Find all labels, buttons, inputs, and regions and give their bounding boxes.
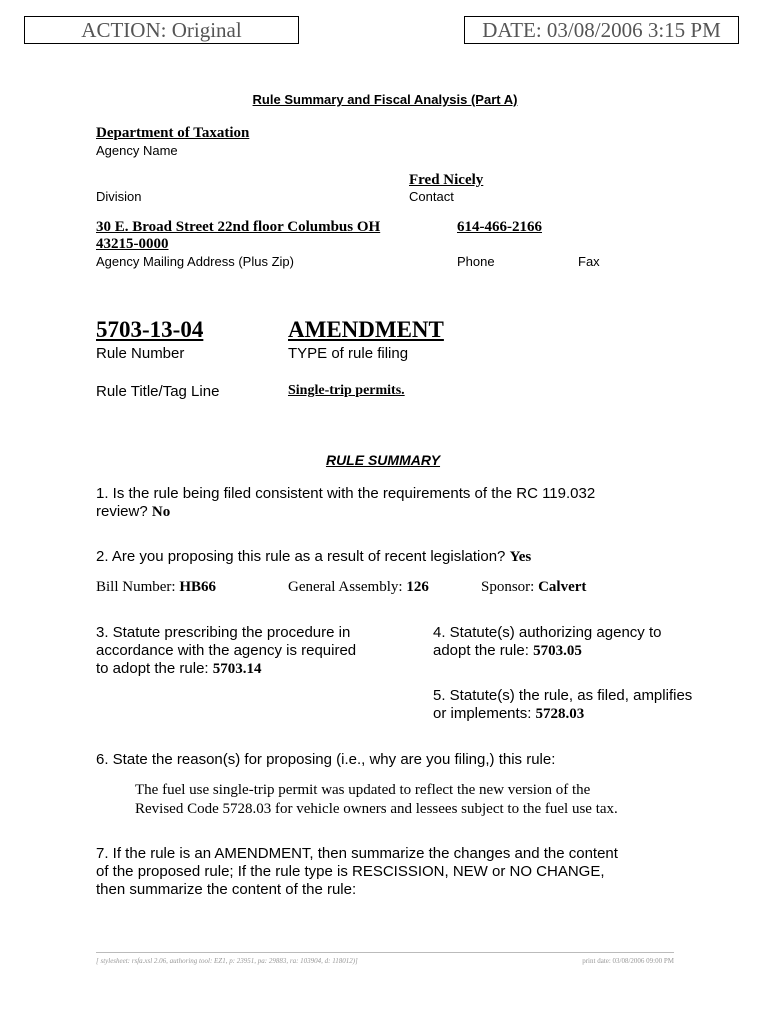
- division-label: Division: [96, 189, 142, 204]
- address-line2: 43215-0000: [96, 236, 169, 252]
- address-line1: 30 E. Broad Street 22nd floor Columbus OH: [96, 219, 381, 235]
- q4-line2-row: [433, 642, 753, 660]
- assembly-value: 126: [406, 579, 429, 595]
- general-assembly: [288, 579, 429, 596]
- phone-label: Phone: [457, 254, 495, 269]
- q1-line2: review?: [96, 503, 148, 520]
- rule-type: AMENDMENT: [288, 317, 444, 342]
- rule-title-label: Rule Title/Tag Line: [96, 383, 220, 400]
- agency-name-label: Agency Name: [96, 143, 178, 158]
- q5-line2: or implements:: [433, 705, 532, 722]
- footer-left: [ stylesheet: rsfa.xsl 2.06, authoring tool: EZ1, p: 23951, pa: 29883, ra: 103904, d: 118012)]: [96, 957, 358, 965]
- rule-summary-heading: RULE SUMMARY: [325, 452, 441, 468]
- q1-line2-row: [96, 503, 736, 521]
- q2-answer: Yes: [509, 549, 532, 565]
- phone-value: 614-466-2166: [457, 219, 542, 235]
- rule-type-label: TYPE of rule filing: [288, 345, 409, 362]
- rule-number: 5703-13-04: [96, 317, 204, 342]
- action-box: [24, 16, 299, 44]
- question-1: [96, 485, 736, 521]
- action-text: ACTION: Original: [81, 18, 242, 42]
- sponsor: [481, 579, 586, 596]
- q3-answer: 5703.14: [212, 661, 262, 677]
- q6-answer-line2: Revised Code 5728.03 for vehicle owners and lessees subject to the fuel use tax.: [135, 801, 618, 817]
- question-3: [96, 624, 416, 678]
- q1-line1: 1. Is the rule being filed consistent with the requirements of the RC 119.032: [96, 485, 596, 502]
- question-4: [433, 624, 753, 660]
- bill-number: [96, 579, 216, 596]
- contact-value: Fred Nicely: [409, 172, 484, 188]
- q4-line2: adopt the rule:: [433, 642, 529, 659]
- question-2: [96, 548, 736, 566]
- assembly-label: General Assembly:: [288, 579, 403, 595]
- q3-line1: 3. Statute prescribing the procedure in: [96, 624, 351, 641]
- date-box: [464, 16, 739, 44]
- bill-label: Bill Number:: [96, 579, 176, 595]
- q5-line1: 5. Statute(s) the rule, as filed, amplifies: [433, 687, 693, 704]
- question-6: 6. State the reason(s) for proposing (i.e., why are you filing,) this rule:: [96, 751, 556, 768]
- q3-line2: accordance with the agency is required: [96, 642, 357, 659]
- q1-answer: No: [151, 504, 171, 520]
- q6-answer-line1: The fuel use single-trip permit was updated to reflect the new version of the: [135, 782, 591, 798]
- rule-title-value: Single-trip permits.: [288, 383, 405, 398]
- agency-name-value: Department of Taxation: [96, 125, 250, 141]
- contact-label: Contact: [409, 189, 454, 204]
- q6-answer: [135, 781, 735, 819]
- address-label: Agency Mailing Address (Plus Zip): [96, 254, 294, 269]
- rule-number-label: Rule Number: [96, 345, 185, 362]
- footer-divider: [96, 952, 674, 953]
- page-title: Rule Summary and Fiscal Analysis (Part A): [252, 92, 518, 107]
- q4-line1: 4. Statute(s) authorizing agency to: [433, 624, 662, 641]
- q3-line3: to adopt the rule:: [96, 660, 209, 677]
- q5-line2-row: [433, 705, 753, 723]
- q3-line3-row: [96, 660, 416, 678]
- fax-label: Fax: [578, 254, 600, 269]
- q2-text: 2. Are you proposing this rule as a result of recent legislation?: [96, 548, 506, 565]
- question-7: [96, 845, 736, 899]
- q5-answer: 5728.03: [535, 706, 585, 722]
- sponsor-label: Sponsor:: [481, 579, 535, 595]
- date-text: DATE: 03/08/2006 3:15 PM: [482, 18, 721, 42]
- q7-line2: of the proposed rule; If the rule type is RESCISSION, NEW or NO CHANGE,: [96, 863, 605, 880]
- footer-right: print date: 03/08/2006 09:00 PM: [582, 957, 674, 965]
- q7-line1: 7. If the rule is an AMENDMENT, then summarize the changes and the content: [96, 845, 618, 862]
- bill-value: HB66: [179, 579, 217, 595]
- question-5: [433, 687, 753, 723]
- sponsor-value: Calvert: [538, 579, 587, 595]
- q7-line3: then summarize the content of the rule:: [96, 881, 357, 898]
- q4-answer: 5703.05: [533, 643, 582, 659]
